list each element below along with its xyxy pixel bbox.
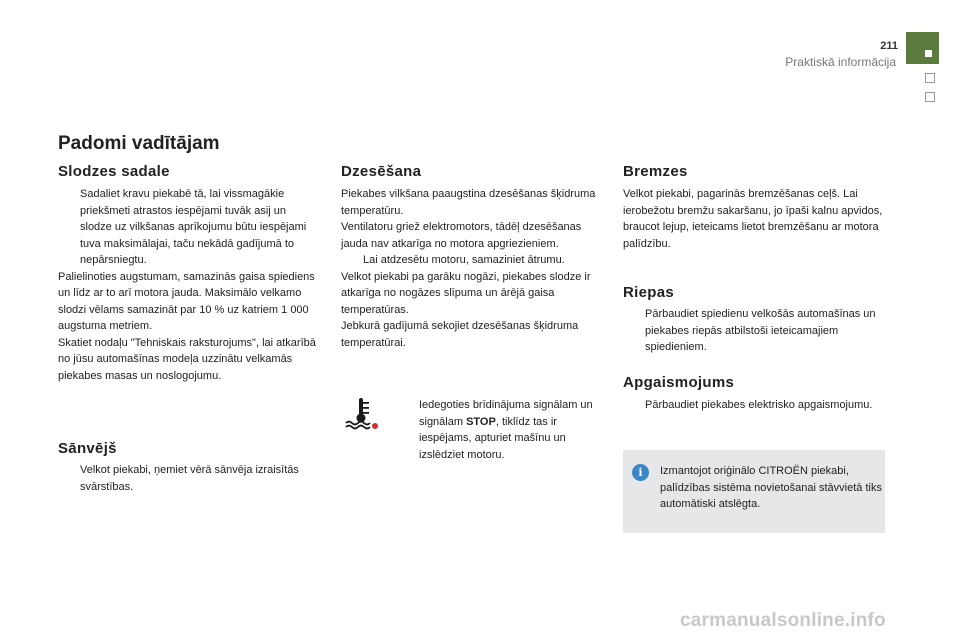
warning-text <box>397 397 607 463</box>
list-item: Sadaliet kravu piekabē tā, lai vissmagākie priekšmeti atrastos iespējami tuvāk asij un slodze uz vilkšanas aprīkojumu būtu iespējami tuva maksimālajai, taču nekādā gadījumā to nepārsniegtu. <box>80 188 307 266</box>
paragraph: Ventilatoru griež elektromotors, tādēļ dzesēšanas jauda nav atkarīga no motora apgriezieniem. <box>341 221 582 250</box>
heading-tyres: Riepas <box>623 284 674 301</box>
paragraph: Velkot piekabi, pagarinās bremzēšanas ceļš. Lai ierobežotu bremžu sakaršanu, jo īpaši kalnu apvidos, braucot lejup, ieteicams lietot bremzēšanu ar motora palīdzību. <box>623 188 883 250</box>
coolant-temperature-warning-icon <box>343 396 379 432</box>
heading-crosswind: Sānvējš <box>58 440 117 457</box>
info-icon: i <box>632 464 649 481</box>
watermark: carmanualsonline.info <box>680 610 886 631</box>
heading-lighting: Apgaismojums <box>623 374 735 391</box>
info-text: Izmantojot oriģinālo CITROËN piekabi, palīdzības sistēma novietošanai stāvvietā tiks automātiski atslēgta. <box>660 465 882 510</box>
heading-brakes: Bremzes <box>623 163 688 180</box>
list-item: Lai atdzesētu motoru, samaziniet ātrumu. <box>363 254 565 266</box>
paragraph: Piekabes vilkšana paaugstina dzesēšanas šķidruma temperatūru. <box>341 188 596 217</box>
load-distribution-text <box>58 186 318 384</box>
paragraph: Skatiet nodaļu "Tehniskais raksturojums", lai atkarībā no jūsu automašīnas modeļa uzzinātu velkamās piekabes masas un noslogojumu. <box>58 336 316 382</box>
heading-cooling: Dzesēšana <box>341 163 422 180</box>
crosswind-text <box>58 462 318 495</box>
list-item: Pārbaudiet piekabes elektrisko apgaismojumu. <box>645 399 873 411</box>
chapter-tab-empty[interactable] <box>925 92 935 102</box>
paragraph: Velkot piekabi pa garāku nogāzi, piekabes slodze ir atkarīga no nogāzes slīpuma un ārējā gaisa temperatūras. <box>341 270 591 316</box>
chapter-tab[interactable] <box>906 32 939 64</box>
list-item: Iedegoties brīdinājuma signālam un signālam STOP, tiklīdz tas ir iespējams, apturiet mašīnu un izslēdziet motoru. <box>419 399 593 461</box>
paragraph: Palielinoties augstumam, samazinās gaisa spiediens un līdz ar to arī motora jauda. Maksimālo velkamo slodzi vēlams samazināt par 10 % uz katriem 1 000 augstuma metriem. <box>58 270 315 332</box>
info-box <box>623 450 885 533</box>
lighting-text <box>623 397 885 414</box>
tyres-text <box>623 306 885 356</box>
list-item: Velkot piekabi, ņemiet vērā sānvēja izraisītās svārstības. <box>80 464 299 493</box>
page-title: Padomi vadītājam <box>58 133 220 154</box>
tab-marker-icon <box>925 50 932 57</box>
heading-load-distribution: Slodzes sadale <box>58 163 170 180</box>
list-item: Pārbaudiet spiedienu velkošās automašīnas un piekabes riepās atbilstoši ieteicamajiem spiedieniem. <box>645 308 876 353</box>
chapter-tab-empty[interactable] <box>925 73 935 83</box>
section-title: Praktiskā informācija <box>785 55 896 69</box>
paragraph: Jebkurā gadījumā sekojiet dzesēšanas šķidruma temperatūrai. <box>341 320 579 349</box>
cooling-text <box>341 186 603 351</box>
brakes-text <box>623 186 885 252</box>
page-number: 211 <box>880 40 898 52</box>
